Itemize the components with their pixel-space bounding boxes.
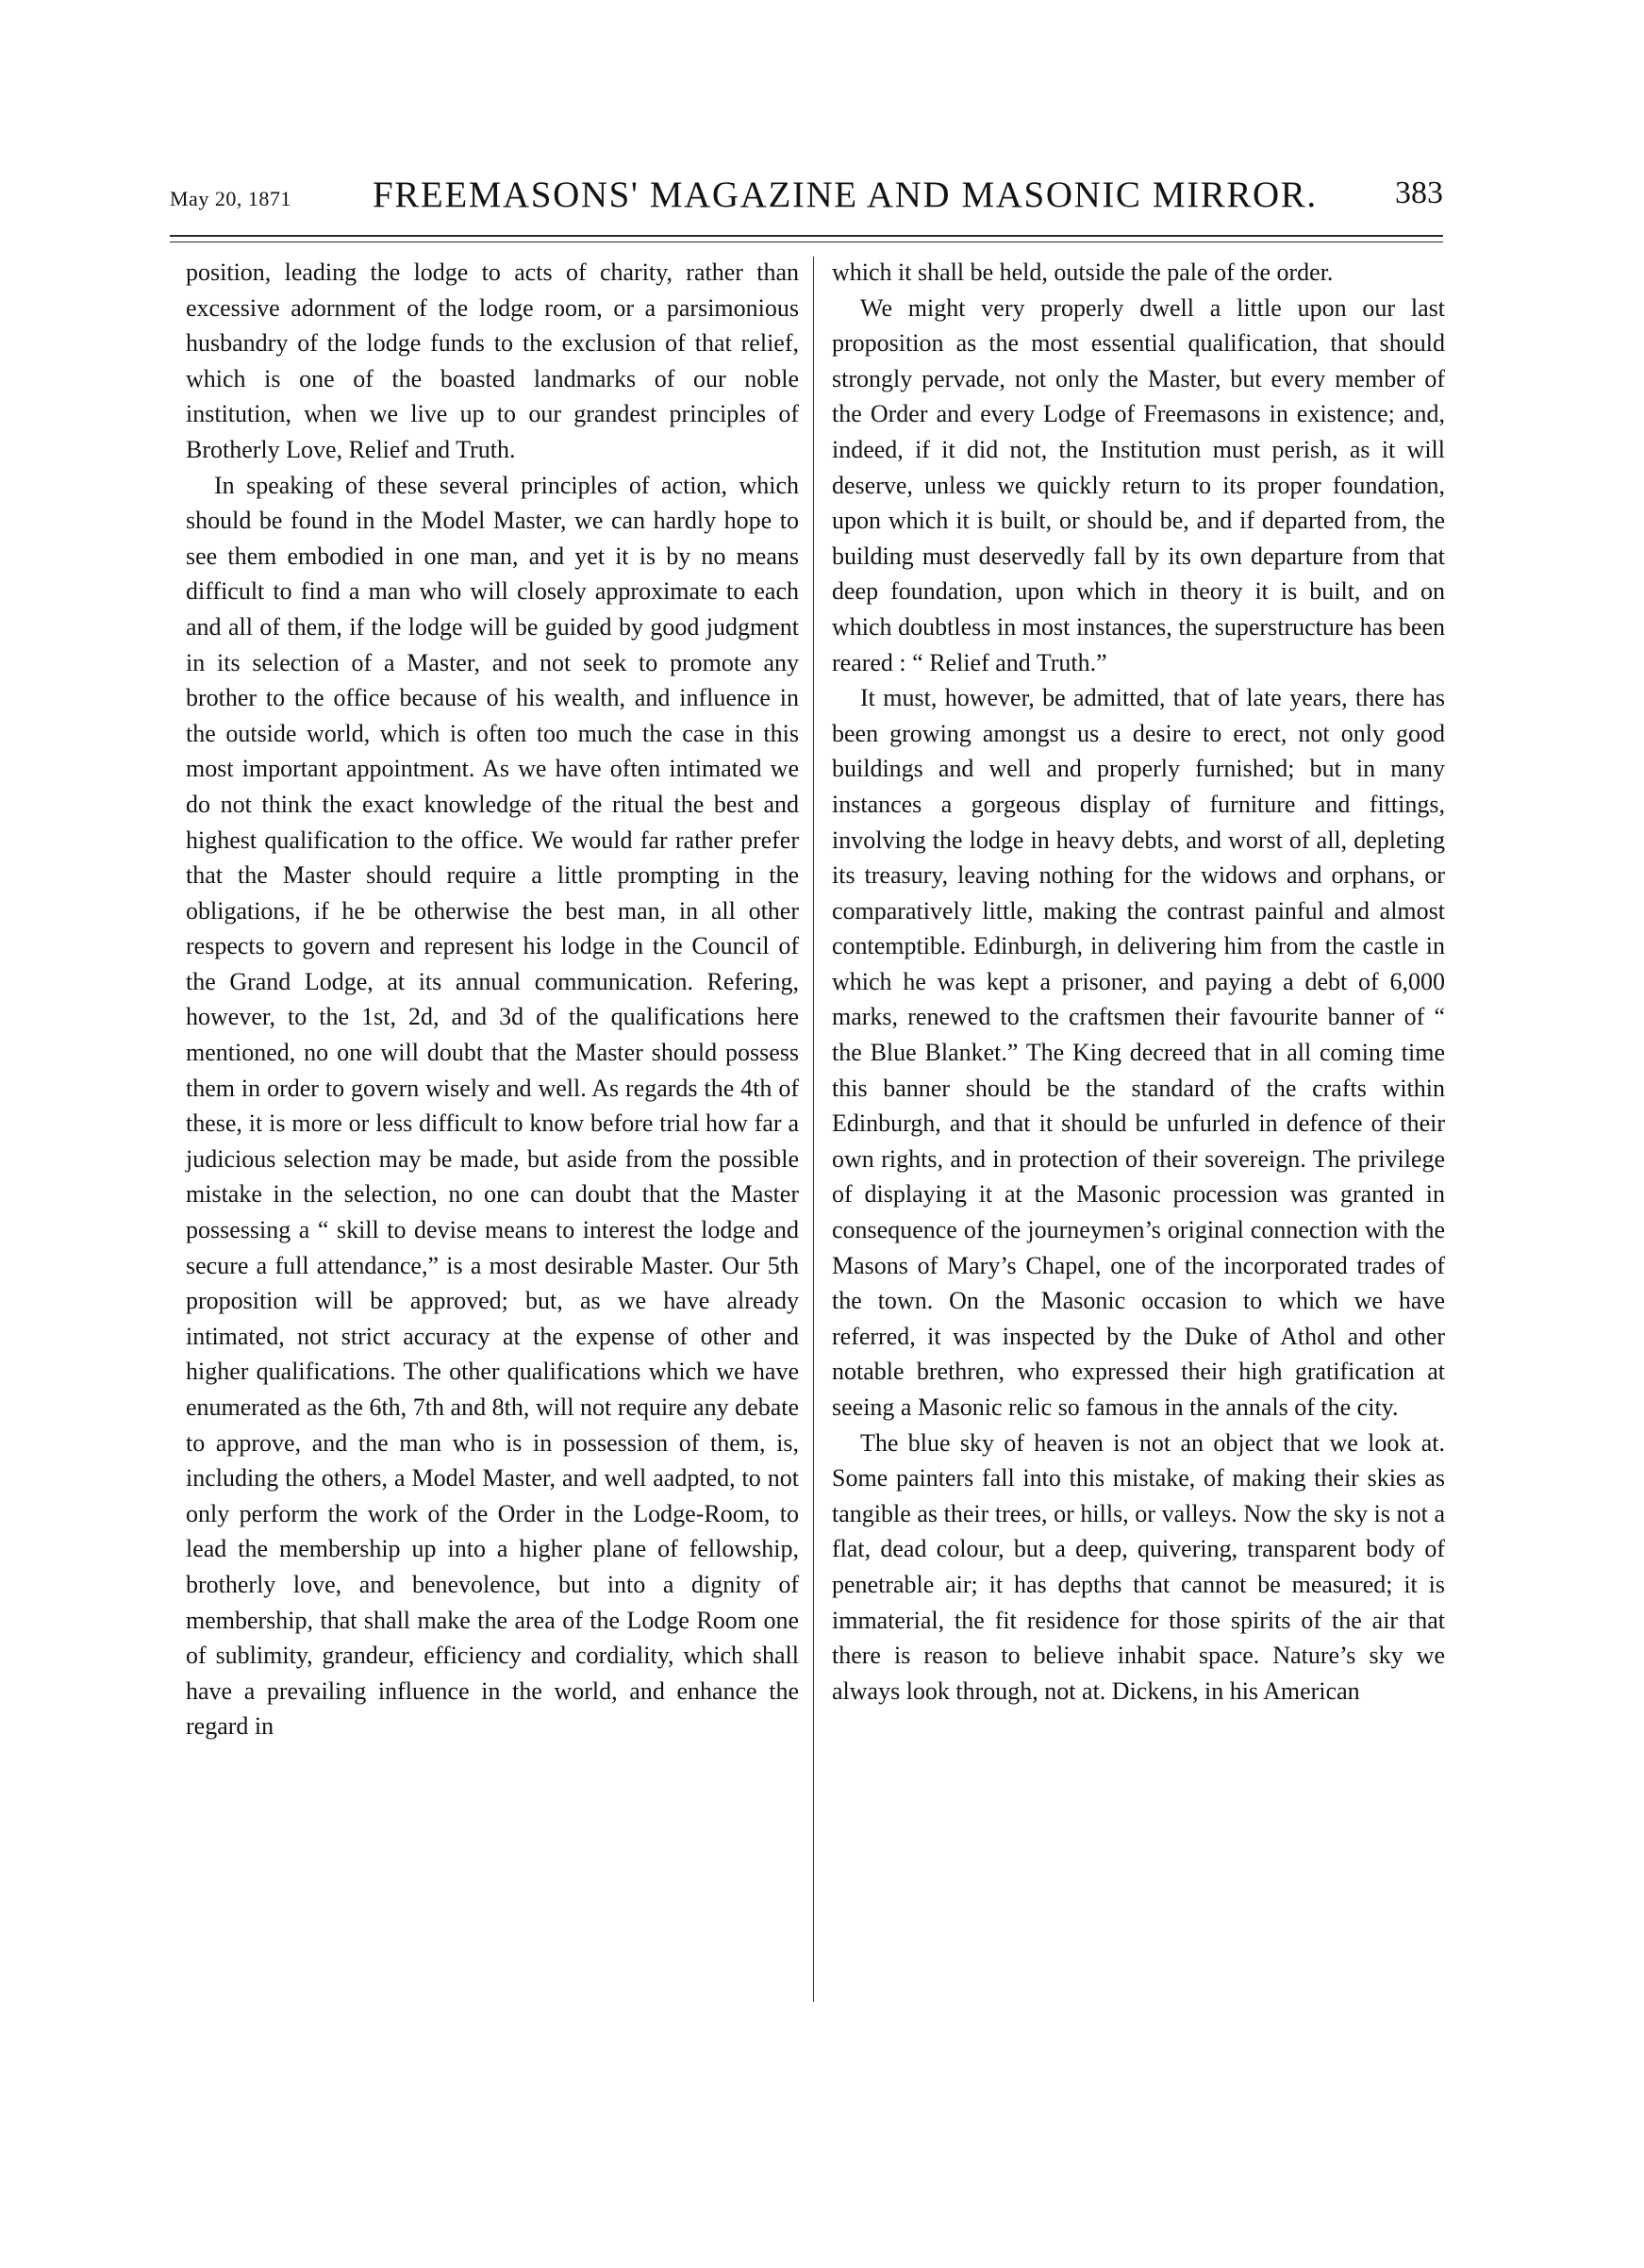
left-column: [186, 255, 799, 1744]
column-divider: [813, 257, 814, 2002]
right-paragraph-4: The blue sky of heaven is not an object that we look at. Some painters fall into this mistake, of making their skies as tangible as their trees, or hills, or valleys. Now the sky is not a flat, dead colour, but a deep, quivering, transparent body of penetrable air; it has depths that cannot be measured; it is immaterial, the fit residence for those spirits of the air that there is reason to believe inhabit space. Nature’s sky we always look through, not at. Dickens, in his American: [832, 1428, 1445, 1705]
header-rule-thick: [170, 235, 1443, 237]
right-paragraph-1: which it shall be held, outside the pale of the order.: [832, 258, 1334, 286]
magazine-title: FREEMASONS' MAGAZINE AND MASONIC MIRROR.: [373, 175, 1318, 215]
running-head: [170, 168, 1443, 225]
right-paragraph-3: It must, however, be admitted, that of late years, there has been growing amongst us a desire to erect, not only good buildings and well and properly furnished; but in many instances a gorgeous display of furniture and fittings, involving the lodge in heavy debts, and worst of all, depleting its treasury, leaving nothing for the widows and orphans, or comparatively little, making the contrast painful and almost contemptible. Edinburgh, in delivering him from the castle in which he was kept a prisoner, and paying a debt of 6,000 marks, renewed to the craftsmen their favourite banner of “ the Blue Blanket.” The King decreed that in all coming time this banner should be the standard of the crafts within Edinburgh, and that it should be unfurled in defence of their own rights, and in protection of their sovereign. The privilege of displaying it at the Masonic procession was granted in consequence of the journeymen’s original connection with the Masons of Mary’s Chapel, one of the incorporated trades of the town. On the Masonic occasion to which we have referred, it was inspected by the Duke of Athol and other notable brethren, who expressed their high gratification at seeing a Masonic relic so famous in the annals of the city.: [832, 684, 1445, 1421]
right-paragraph-2: We might very properly dwell a little upon our last proposition as the most essential qualification, that should strongly pervade, not only the Master, but every member of the Order and every Lodge of Freemasons in existence; and, indeed, if it did not, the Institution must perish, as it will deserve, unless we quickly return to its proper foundation, upon which it is built, or should be, and if departed from, the building must deservedly fall by its own departure from that deep foundation, upon which in theory it is built, and on which doubtless in most instances, the superstructure has been reared : “ Relief and Truth.”: [832, 293, 1445, 676]
issue-date: May 20, 1871: [170, 187, 291, 210]
page-number: 383: [1395, 175, 1443, 210]
left-paragraph-1: position, leading the lodge to acts of charity, rather than excessive adornment of the lodge room, or a parsimonious husbandry of the lodge funds to the exclusion of that relief, which is one of the boasted landmarks of our noble institution, when we live up to our grandest principles of Brotherly Love, Relief and Truth.: [186, 258, 799, 463]
right-column: [832, 255, 1445, 1709]
left-paragraph-2: In speaking of these several principles of action, which should be found in the Model Master, we can hardly hope to see them embodied in one man, and yet it is by no means difficult to find a man who will closely approximate to each and all of them, if the lodge will be guided by good judgment in its selection of a Master, and not seek to promote any brother to the office because of his wealth, and influence in the outside world, which is often too much the case in this most important appointment. As we have often intimated we do not think the exact knowledge of the ritual the best and highest qualification to the office. We would far rather prefer that the Master should require a little prompting in the obligations, if he be otherwise the best man, in all other respects to govern and represent his lodge in the Council of the Grand Lodge, at its annual communication. Refering, however, to the 1st, 2d, and 3d of the qualifications here mentioned, no one will doubt that the Master should possess them in order to govern wisely and well. As regards the 4th of these, it is more or less difficult to know before trial how far a judicious selection may be made, but aside from the possible mistake in the selection, no one can doubt that the Master possessing a “ skill to devise means to interest the lodge and secure a full attendance,” is a most desirable Master. Our 5th proposition will be approved; but, as we have already intimated, not strict accuracy at the expense of other and higher qualifications. The other qualifications which we have enumerated as the 6th, 7th and 8th, will not require any debate to approve, and the man who is in possession of them, is, including the others, a Model Master, and well aadpted, to not only perform the work of the Order in the Lodge-Room, to lead the membership up into a higher plane of fellowship, brotherly love, and benevolence, but into a dignity of membership, that shall make the area of the Lodge Room one of sublimity, grandeur, efficiency and cordiality, which shall have a prevailing influence in the world, and enhance the regard in: [186, 471, 799, 1741]
